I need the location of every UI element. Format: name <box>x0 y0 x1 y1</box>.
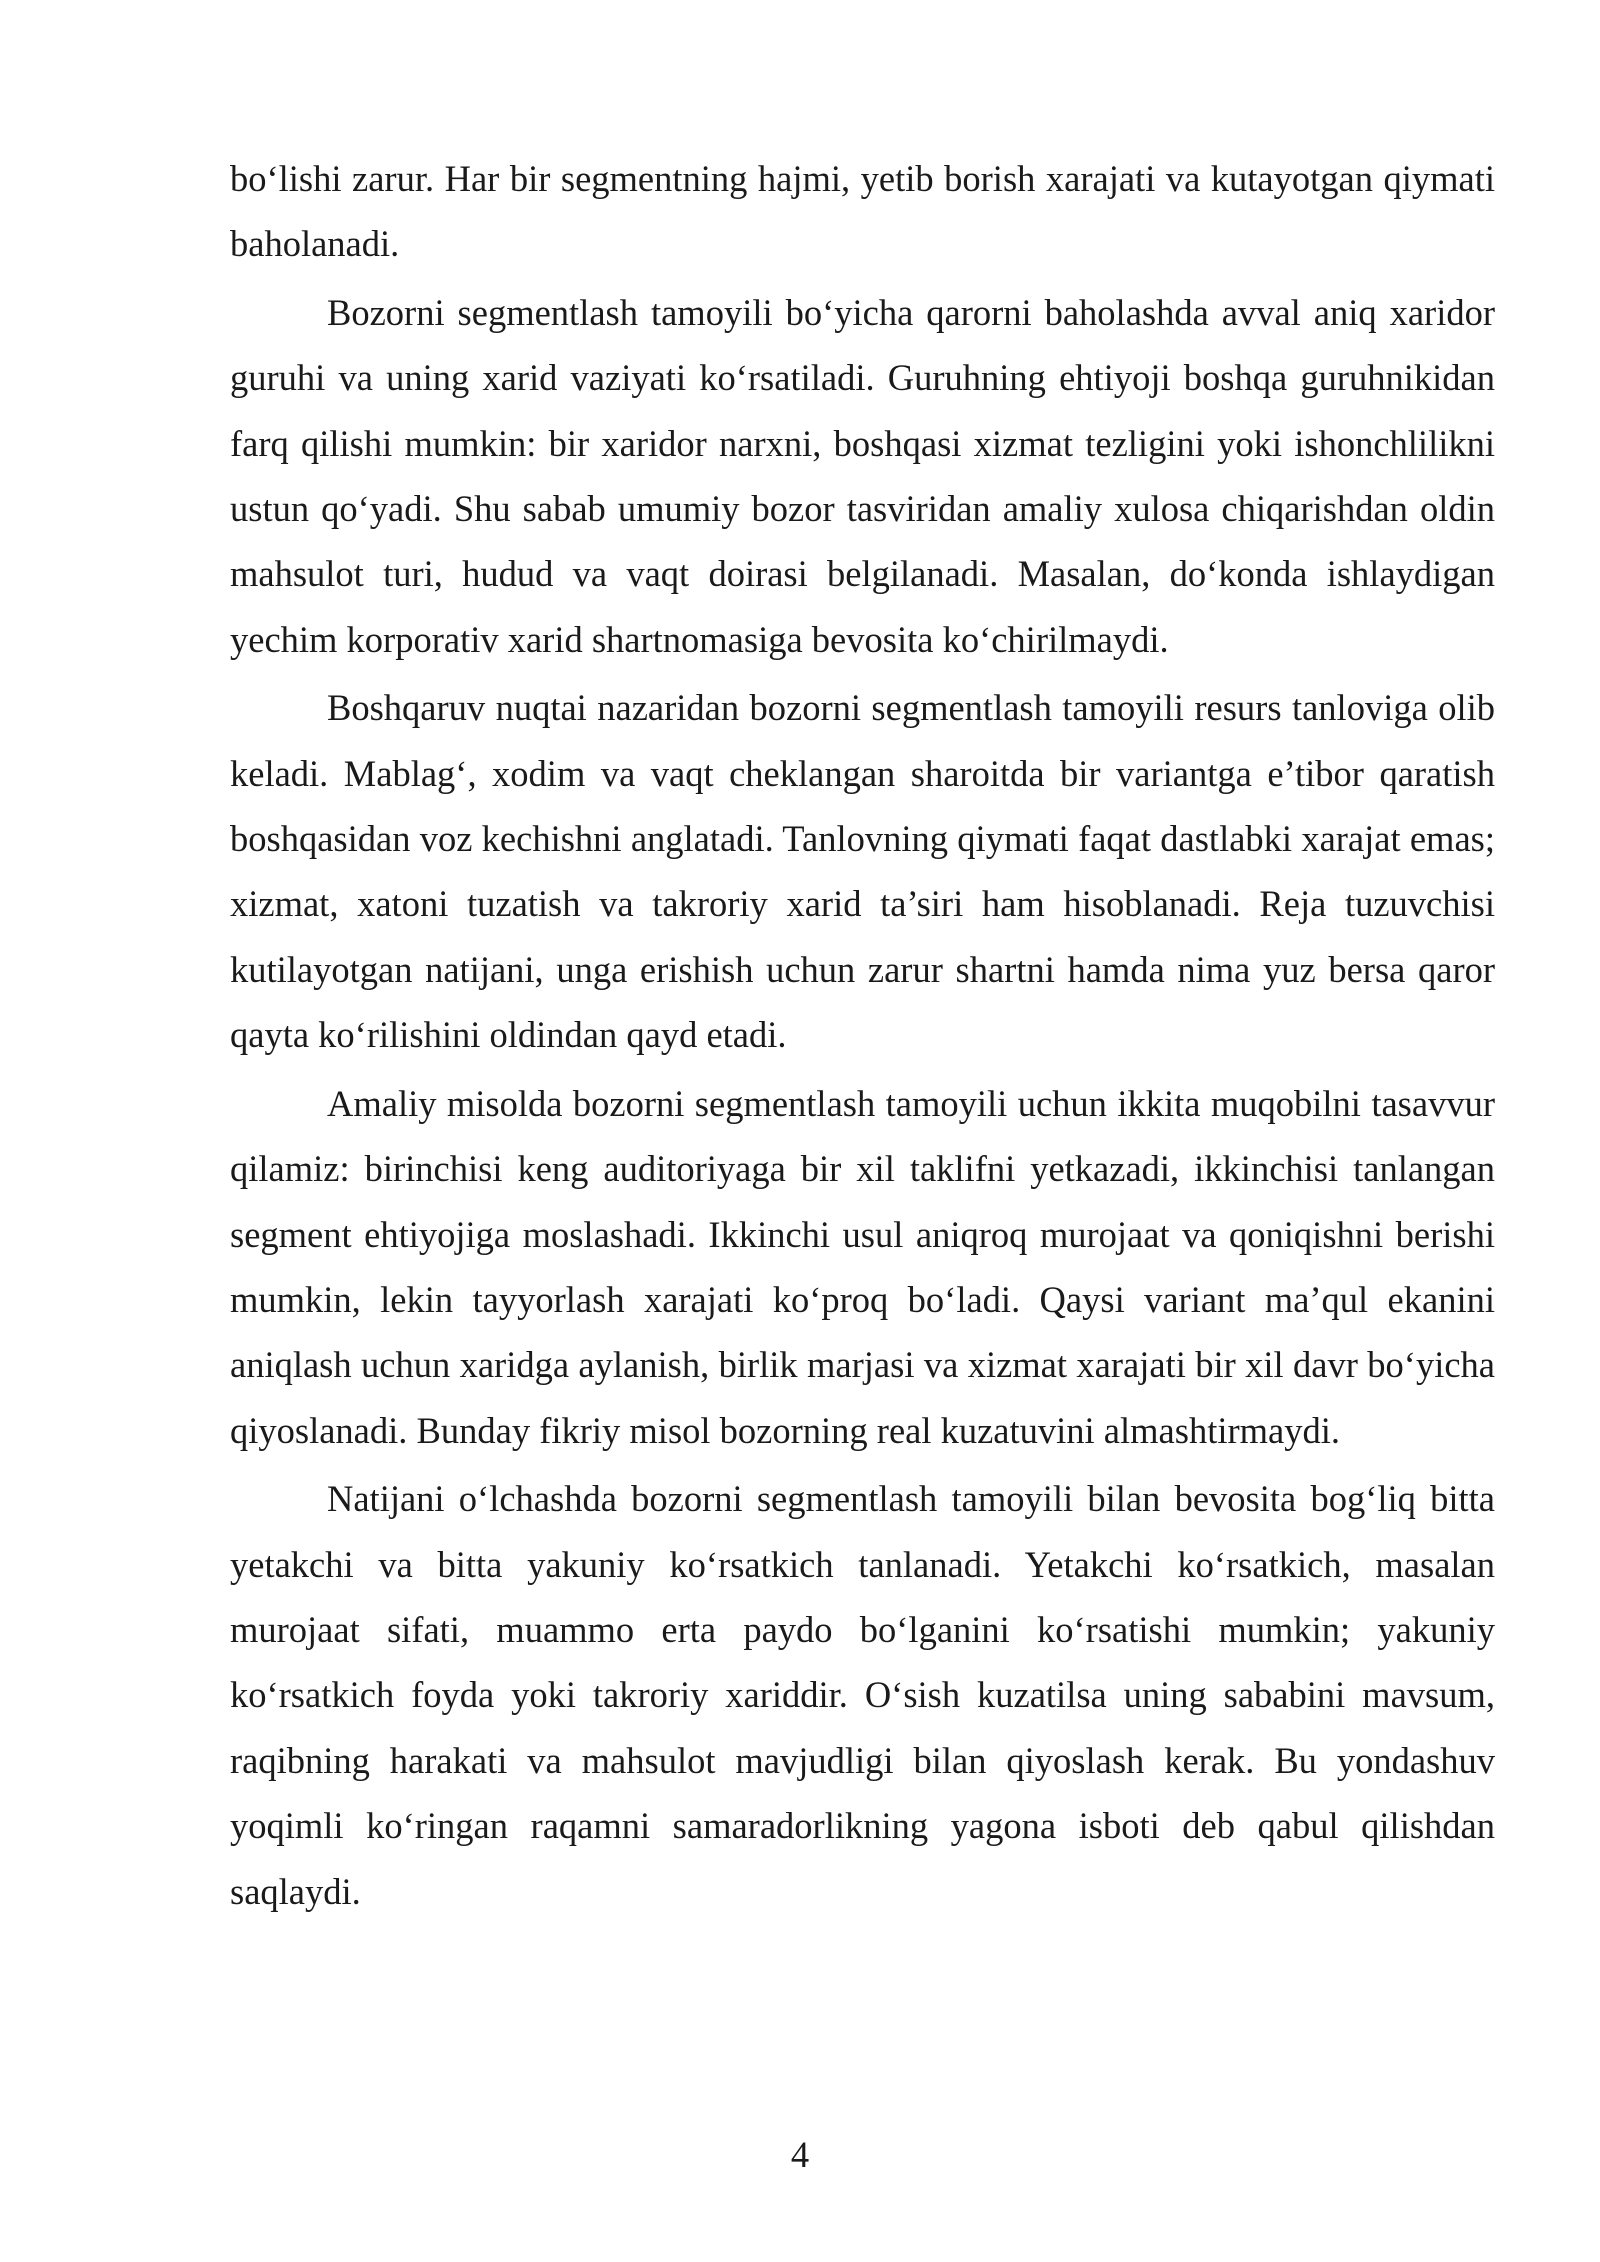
paragraph: Natijani o‘lchashda bozorni segmentlash tamoyili bilan bevosita bog‘liq bitta yetakchi va bitta yakuniy ko‘rsatkich tanlanadi. Yetakchi ko‘rsatkich, masalan murojaat sifati, muammo erta paydo bo‘lganini ko‘rsatishi mumkin; yakuniy ko‘rsatkich foyda yoki takroriy xariddir. O‘sish kuzatilsa uning sababini mavsum, raqibning harakati va mahsulot mavjudligi bilan qiyoslash kerak. Bu yondashuv yoqimli ko‘ringan raqamni samaradorlikning yagona isboti deb qabul qilishdan saqlaydi. <box>230 1478 1495 1912</box>
paragraph-continuation: bo‘lishi zarur. Har bir segmentning hajmi, yetib borish xarajati va kutayotgan qiymati baholanadi. <box>230 158 1495 265</box>
paragraph: Bozorni segmentlash tamoyili bo‘yicha qarorni baholashda avval aniq xaridor guruhi va uning xarid vaziyati ko‘rsatiladi. Guruhning ehtiyoji boshqa guruhnikidan farq qilishi mumkin: bir xaridor narxni, boshqasi xizmat tezligini yoki ishonchlilikni ustun qo‘yadi. Shu sabab umumiy bozor tasviridan amaliy xulosa chiqarishdan oldin mahsulot turi, hudud va vaqt doirasi belgilanadi. Masalan, do‘konda ishlaydigan yechim korporativ xarid shartnomasiga bevosita ko‘chirilmaydi. <box>230 291 1495 660</box>
paragraph: Amaliy misolda bozorni segmentlash tamoyili uchun ikkita muqobilni tasavvur qilamiz: birinchisi keng auditoriyaga bir xil taklifni yetkazadi, ikkinchisi tanlangan segment ehtiyojiga moslashadi. Ikkinchi usul aniqroq murojaat va qoniqishni berishi mumkin, lekin tayyorlash xarajati ko‘proq bo‘ladi. Qaysi variant ma’qul ekanini aniqlash uchun xaridga aylanish, birlik marjasi va xizmat xarajati bir xil davr bo‘yicha qiyoslanadi. Bunday fikriy misol bozorning real kuzatuvini almashtirmaydi. <box>230 1082 1495 1451</box>
page-number: 4 <box>790 2134 810 2175</box>
page-body <box>230 146 1495 1924</box>
paragraph: Boshqaruv nuqtai nazaridan bozorni segmentlash tamoyili resurs tanloviga olib keladi. Mablag‘, xodim va vaqt cheklangan sharoitda bir variantga e’tibor qaratish boshqasidan voz kechishni anglatadi. Tanlovning qiymati faqat dastlabki xarajat emas; xizmat, xatoni tuzatish va takroriy xarid ta’siri ham hisoblanadi. Reja tuzuvchisi kutilayotgan natijani, unga erishish uchun zarur shartni hamda nima yuz bersa qaror qayta ko‘rilishini oldindan qayd etadi. <box>230 687 1495 1056</box>
